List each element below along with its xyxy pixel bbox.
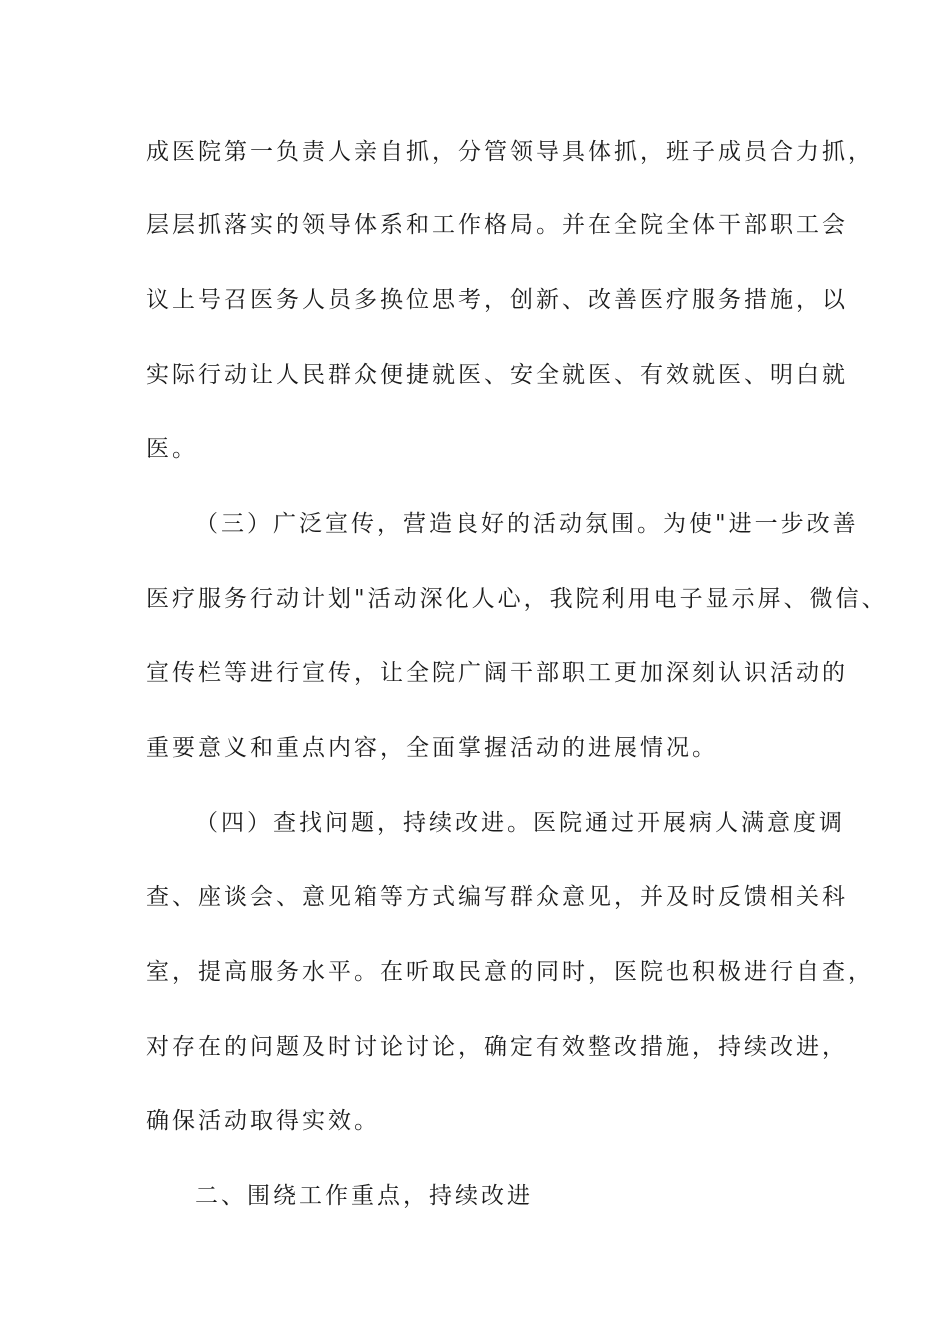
paragraph-line: 确保活动取得实效。 <box>146 1108 380 1134</box>
paragraph-line: 层层抓落实的领导体系和工作格局。并在全院全体干部职工会 <box>146 212 848 238</box>
paragraph-line: （三）广泛宣传，营造良好的活动氛围。为使"进一步改善 <box>195 511 859 537</box>
paragraph-line: 医疗服务行动计划"活动深化人心，我院利用电子显示屏、微信、 <box>146 586 888 612</box>
paragraph-line: 医。 <box>146 436 198 462</box>
paragraph-line: 议上号召医务人员多换位思考，创新、改善医疗服务措施，以 <box>146 287 848 313</box>
paragraph-line: 宣传栏等进行宣传，让全院广阔干部职工更加深刻认识活动的 <box>146 660 848 686</box>
section-heading: 二、围绕工作重点，持续改进 <box>195 1183 533 1209</box>
paragraph-line: （四）查找问题，持续改进。医院通过开展病人满意度调 <box>195 810 845 836</box>
paragraph-line: 实际行动让人民群众便捷就医、安全就医、有效就医、明白就 <box>146 362 848 388</box>
paragraph-line: 查、座谈会、意见箱等方式编写群众意见，并及时反馈相关科 <box>146 884 848 910</box>
paragraph-line: 成医院第一负责人亲自抓，分管领导具体抓，班子成员合力抓， <box>146 139 874 165</box>
paragraph-line: 室，提高服务水平。在听取民意的同时，医院也积极进行自查， <box>146 959 874 985</box>
paragraph-line: 重要意义和重点内容，全面掌握活动的进展情况。 <box>146 735 718 761</box>
paragraph-line: 对存在的问题及时讨论讨论，确定有效整改措施，持续改进， <box>146 1034 848 1060</box>
